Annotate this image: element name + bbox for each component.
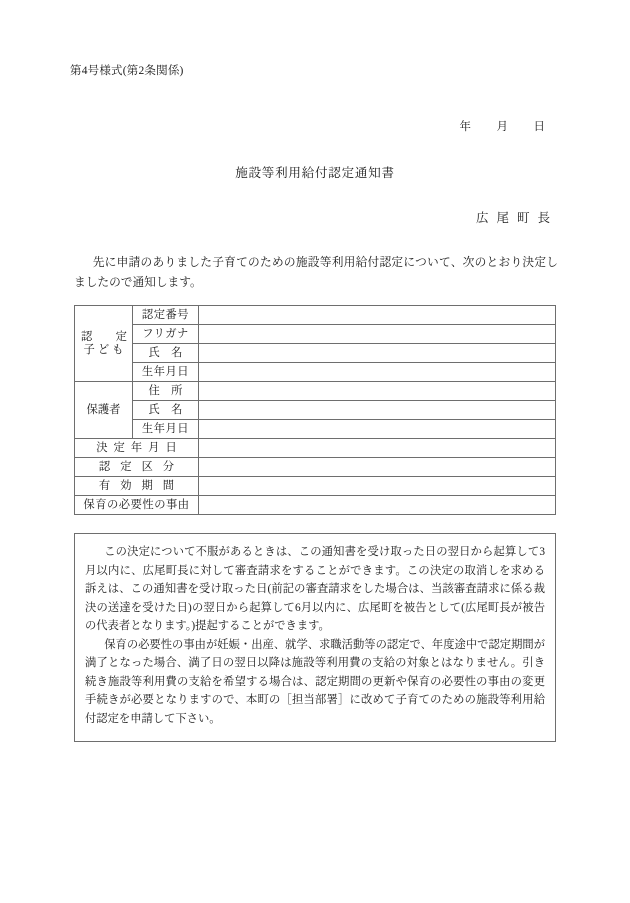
table-row	[75, 401, 556, 420]
row-value-guardian-name[interactable]	[199, 401, 556, 420]
row-value-decision-date[interactable]	[199, 439, 556, 458]
table-row	[75, 344, 556, 363]
table-row	[75, 458, 556, 477]
date-line: 年 月 日	[459, 121, 552, 133]
table-row	[75, 420, 556, 439]
form-number: 第4号様式(第2条関係)	[70, 65, 184, 77]
table-row	[75, 496, 556, 515]
row-value-guardian-address[interactable]	[199, 382, 556, 401]
row-label-furigana: フリガナ	[133, 325, 199, 344]
row-value-certification-number[interactable]	[199, 306, 556, 325]
intro-paragraph: 先に申請のありました子育てのための施設等利用給付認定について、次のとおり決定しましたので通知します。	[74, 256, 558, 289]
row-label-guardian-birthdate: 生年月日	[133, 420, 199, 439]
row-label-decision-date: 決定年月日	[75, 439, 199, 458]
certification-table	[74, 305, 556, 515]
table-row	[75, 363, 556, 382]
row-label-guardian-name: 氏 名	[133, 401, 199, 420]
notice-paragraph-appeal: この決定について不服があるときは、この通知書を受け取った日の翌日から起算して3月以内に、広尾町長に対して審査請求をすることができます。この決定の取消しを求める訴えは、この通知書を受け取った日(前記の審査請求をした場合は、当該審査請求に係る裁決の送達を受けた日)の翌日から起算して6月以内に、広尾町を被告として(広尾町長が被告の代表者となります。)提起することができます。	[85, 546, 545, 632]
issuer-name: 広尾町長	[475, 211, 558, 225]
group-label-line2: 子ども	[83, 343, 127, 356]
row-label-guardian-address: 住 所	[133, 382, 199, 401]
row-value-furigana[interactable]	[199, 325, 556, 344]
group-label-line1: 認 定	[81, 330, 133, 343]
table-row	[75, 306, 556, 325]
notice-paragraph-renewal: 保育の必要性の事由が妊娠・出産、就学、求職活動等の認定で、年度途中で認定期間が満了となった場合、満了日の翌日以降は施設等利用費の支給の対象とはなりません。引き続き施設等利用費の支給を希望する場合は、認定期間の更新や保育の必要性の事由の変更手続きが必要となりますので、本町の［担当部署］に改めて子育てのための施設等利用給付認定を申請して下さい。	[85, 638, 545, 725]
notice-box	[74, 533, 556, 742]
page-title: 施設等利用給付認定通知書	[235, 166, 395, 180]
table-row	[75, 325, 556, 344]
table-row	[75, 477, 556, 496]
table-row	[75, 382, 556, 401]
row-label-certification-category: 認定区分	[75, 458, 199, 477]
row-value-childcare-need-reason[interactable]	[199, 496, 556, 515]
group-label-guardian: 保護者	[75, 382, 133, 439]
row-value-valid-period[interactable]	[199, 477, 556, 496]
row-value-child-birthdate[interactable]	[199, 363, 556, 382]
row-label-childcare-need-reason: 保育の必要性の事由	[75, 496, 199, 515]
table-row	[75, 439, 556, 458]
row-value-guardian-birthdate[interactable]	[199, 420, 556, 439]
row-label-certification-number: 認定番号	[133, 306, 199, 325]
group-label-certified-child	[75, 306, 133, 382]
row-label-child-name: 氏 名	[133, 344, 199, 363]
row-value-child-name[interactable]	[199, 344, 556, 363]
row-label-child-birthdate: 生年月日	[133, 363, 199, 382]
row-value-certification-category[interactable]	[199, 458, 556, 477]
row-label-valid-period: 有効期間	[75, 477, 199, 496]
